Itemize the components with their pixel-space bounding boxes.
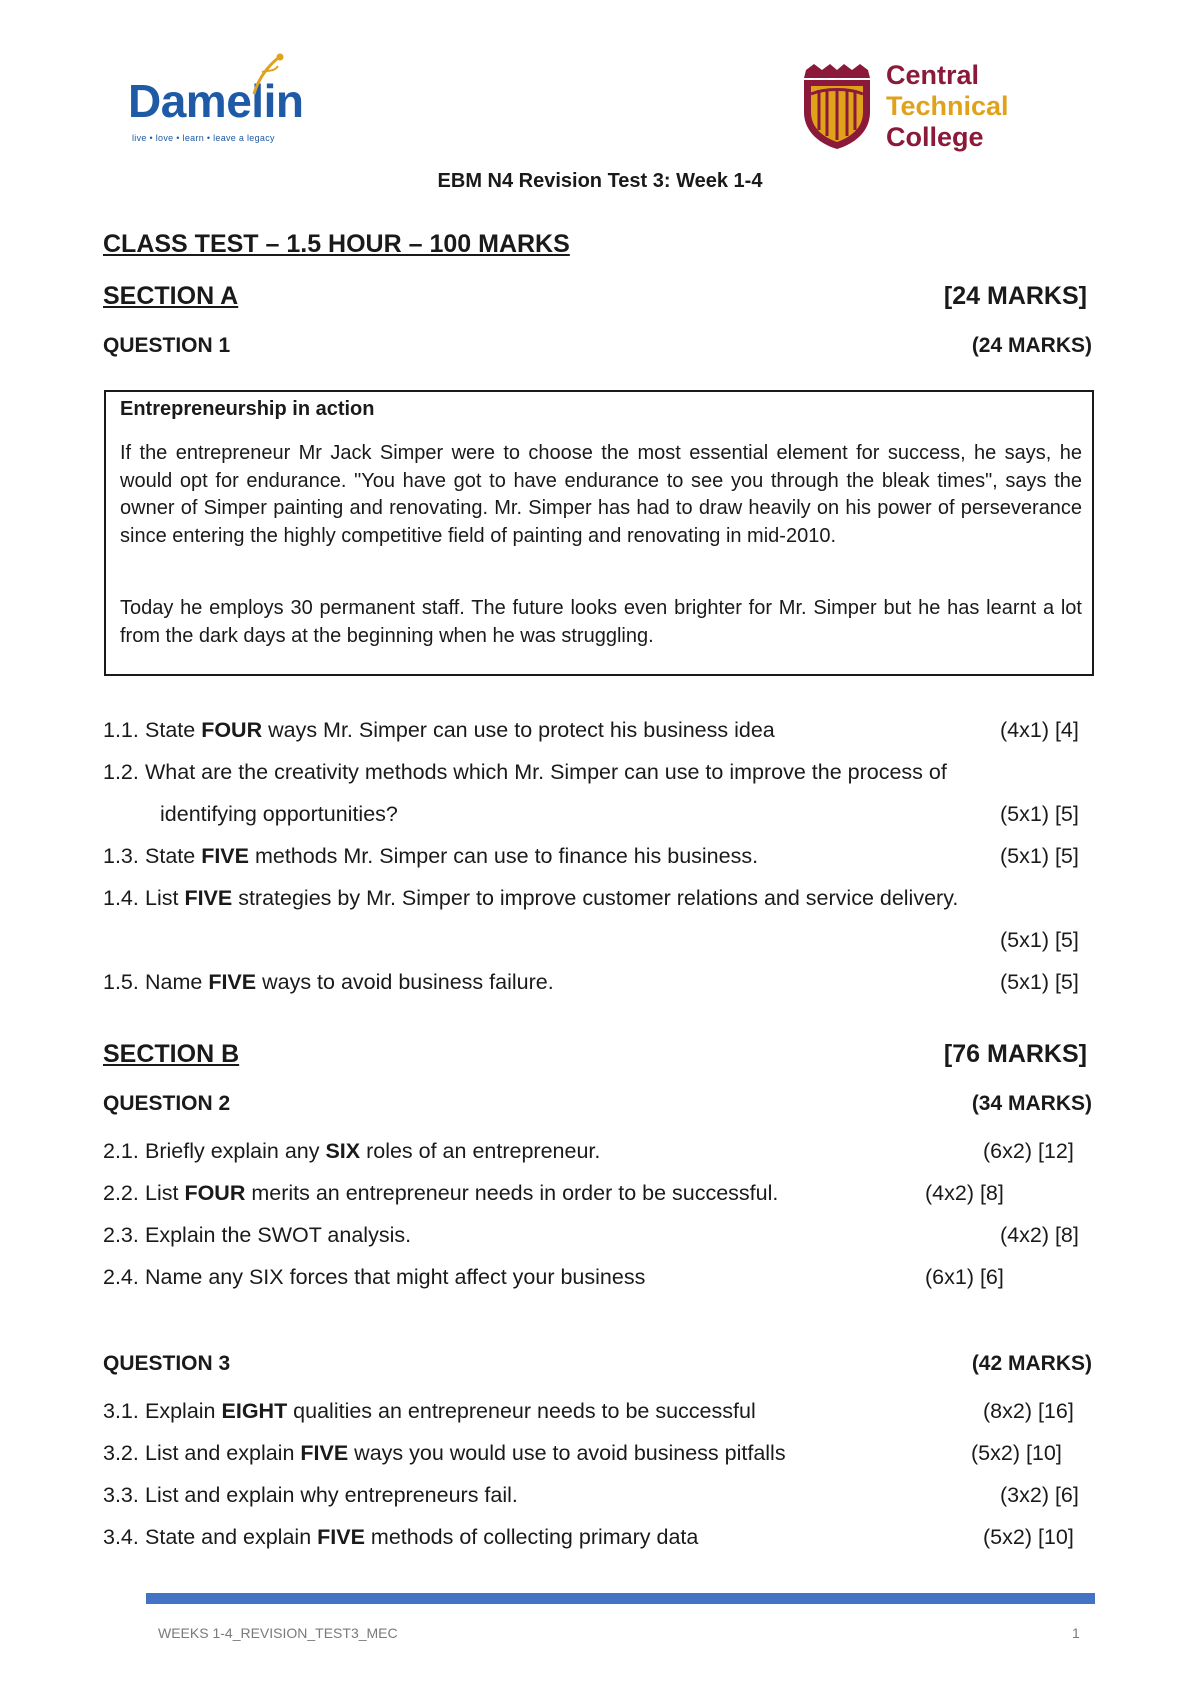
item-number: 3.3. — [103, 1483, 139, 1507]
item-text — [145, 844, 758, 868]
question-item — [103, 841, 1088, 871]
item-text-post: ways Mr. Simper can use to protect his business idea — [262, 718, 775, 742]
item-text-post: ways to avoid business failure. — [256, 970, 554, 994]
item-text-bold: FIVE — [201, 844, 249, 868]
item-mark: (5x2) [10] — [971, 1441, 1062, 1465]
item-text — [145, 1399, 756, 1423]
item-text-post: methods Mr. Simper can use to finance his business. — [248, 844, 759, 868]
item-mark: (5x1) [5] — [1000, 970, 1079, 994]
item-text: Name any SIX forces that might affect your business — [145, 1265, 646, 1289]
item-number: 3.4. — [103, 1525, 139, 1549]
item-number: 1.5. — [103, 970, 139, 994]
item-mark: (4x2) [8] — [925, 1181, 1004, 1205]
question-item — [103, 967, 1088, 997]
question-item — [103, 715, 1088, 745]
item-mark: (3x2) [6] — [1000, 1483, 1079, 1507]
item-text-pre: State — [145, 718, 202, 742]
item-text-post: qualities an entrepreneur needs to be successful — [287, 1399, 756, 1423]
item-mark: (5x1) [5] — [1000, 844, 1079, 868]
item-number: 1.2. — [103, 760, 139, 784]
item-text: identifying opportunities? — [160, 802, 398, 826]
item-text-pre: Name — [145, 970, 209, 994]
question-3-marks: (42 MARKS) — [971, 1352, 1092, 1375]
section-a-title: SECTION A — [103, 282, 239, 310]
question-item — [103, 1178, 1088, 1208]
item-number: 2.3. — [103, 1223, 139, 1247]
item-text-bold: FOUR — [201, 718, 263, 742]
page-number: 1 — [1072, 1625, 1080, 1641]
question-item — [103, 1262, 1088, 1292]
item-mark: (4x2) [8] — [1000, 1223, 1079, 1247]
item-text-pre: List — [145, 886, 185, 910]
document-title: EBM N4 Revision Test 3: Week 1-4 — [437, 170, 763, 192]
item-mark: (5x1) [5] — [1000, 928, 1079, 952]
question-3-title: QUESTION 3 — [103, 1352, 231, 1375]
case-study-title: Entrepreneurship in action — [120, 398, 375, 420]
item-mark: (4x1) [4] — [1000, 718, 1079, 742]
ctc-shield-icon — [800, 62, 874, 150]
ctc-line-technical: Technical — [886, 91, 1009, 121]
item-number: 1.3. — [103, 844, 139, 868]
ctc-line-college: College — [886, 122, 984, 152]
test-heading: CLASS TEST – 1.5 HOUR – 100 MARKS — [103, 230, 570, 258]
footer-label: WEEKS 1-4_REVISION_TEST3_MEC — [158, 1625, 398, 1641]
item-number: 3.1. — [103, 1399, 139, 1423]
item-text-pre: State and explain — [145, 1525, 318, 1549]
item-text — [145, 970, 554, 994]
question-2-marks: (34 MARKS) — [971, 1092, 1092, 1115]
item-number: 3.2. — [103, 1441, 139, 1465]
damelin-swoosh-icon — [248, 52, 288, 96]
item-text — [145, 718, 775, 742]
item-mark: (5x1) [5] — [1000, 802, 1079, 826]
item-text-pre: List and explain — [145, 1441, 301, 1465]
item-text-pre: List — [145, 1181, 185, 1205]
item-text-post: roles of an entrepreneur. — [360, 1139, 601, 1163]
item-number: 2.1. — [103, 1139, 139, 1163]
item-text-post: merits an entrepreneur needs in order to be successful. — [245, 1181, 779, 1205]
item-text-pre: Explain — [145, 1399, 222, 1423]
item-text-bold: FIVE — [184, 886, 233, 910]
question-item — [103, 1136, 1088, 1166]
item-text: What are the creativity methods which Mr. Simper can use to improve the process of — [145, 760, 947, 784]
item-text — [145, 1139, 600, 1163]
case-study-paragraph-1: If the entrepreneur Mr Jack Simper were to choose the most essential element for success, he says, he would opt for endurance. "You have got to have endurance to see you through the bleak times", says the owner of Simper painting and renovating. Mr. Simper has had to draw heavily on his power of perseverance since entering the highly competitive field of painting and renovating in mid-2010. — [120, 442, 1082, 547]
section-a-marks: [24 MARKS] — [943, 282, 1087, 310]
item-text — [145, 1441, 786, 1465]
item-text-post: strategies by Mr. Simper to improve customer relations and service delivery. — [232, 886, 959, 910]
item-mark: (6x2) [12] — [983, 1139, 1074, 1163]
damelin-logo-name: Damelin — [128, 75, 304, 127]
item-text-post: ways you would use to avoid business pitfalls — [348, 1441, 786, 1465]
item-text-bold: FIVE — [208, 970, 257, 994]
section-b-marks: [76 MARKS] — [943, 1040, 1087, 1068]
question-item — [103, 1480, 1088, 1510]
item-text: List and explain why entrepreneurs fail. — [145, 1483, 518, 1507]
item-number: 2.4. — [103, 1265, 139, 1289]
item-text — [145, 1181, 778, 1205]
damelin-tagline: live • love • learn • leave a legacy — [132, 133, 275, 143]
question-item — [103, 1220, 1088, 1250]
item-text-bold: FIVE — [317, 1525, 365, 1549]
question-item-continued — [103, 799, 1088, 829]
case-study-paragraph-2: Today he employs 30 permanent staff. The future looks even brighter for Mr. Simper but he has learnt a lot from the dark days at the beginning when he was struggling. — [120, 597, 1082, 647]
question-item — [103, 1522, 1088, 1552]
item-text-bold: FIVE — [300, 1441, 349, 1465]
item-text-bold: FOUR — [184, 1181, 246, 1205]
question-item — [103, 757, 1088, 787]
question-2-title: QUESTION 2 — [103, 1092, 231, 1115]
item-number: 1.1. — [103, 718, 139, 742]
footer-divider — [146, 1593, 1095, 1604]
item-mark: (5x2) [10] — [983, 1525, 1074, 1549]
item-number: 1.4. — [103, 886, 139, 910]
item-text-bold: EIGHT — [221, 1399, 288, 1423]
item-text — [145, 1525, 698, 1549]
item-text-bold: SIX — [325, 1139, 361, 1163]
question-1-title: QUESTION 1 — [103, 334, 231, 357]
question-item — [103, 1396, 1088, 1426]
item-text-pre: Briefly explain any — [145, 1139, 326, 1163]
question-item — [103, 883, 1088, 913]
item-text-pre: State — [145, 844, 202, 868]
item-mark: (6x1) [6] — [925, 1265, 1004, 1289]
item-text — [145, 886, 958, 910]
ctc-logo-text — [886, 60, 1009, 153]
question-item — [103, 1438, 1088, 1468]
question-item-continued — [103, 925, 1088, 955]
item-mark: (8x2) [16] — [983, 1399, 1074, 1423]
item-text: Explain the SWOT analysis. — [145, 1223, 412, 1247]
ctc-line-central: Central — [886, 60, 980, 90]
item-number: 2.2. — [103, 1181, 139, 1205]
question-1-marks: (24 MARKS) — [971, 334, 1092, 357]
section-b-title: SECTION B — [103, 1040, 240, 1068]
item-text-post: methods of collecting primary data — [364, 1525, 699, 1549]
